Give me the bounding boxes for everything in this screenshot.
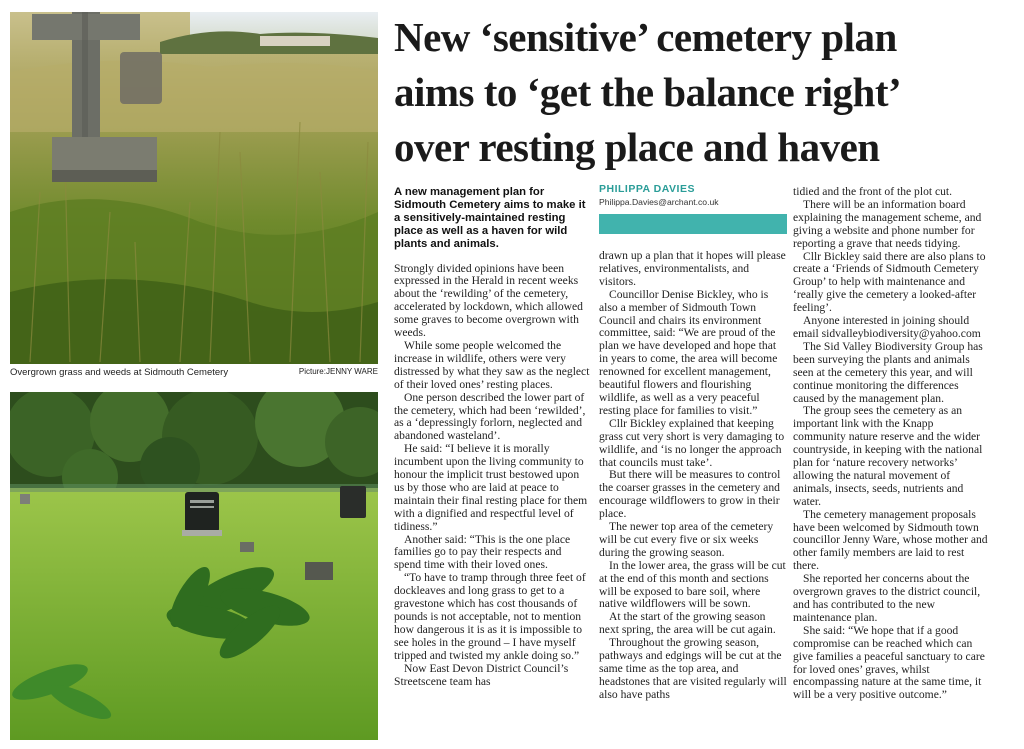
article-column-1: [394, 186, 590, 746]
body-paragraph: The cemetery management proposals have been welcomed by Sidmouth town councillor Jenny Ware, whose mother and other family members are laid to rest there.: [793, 507, 988, 573]
body-paragraph: tidied and the front of the plot cut.: [793, 186, 953, 198]
body-paragraph: “To have to tramp through three feet of dockleaves and long grass to get to a gravestone which has cost thousands of pounds is not acceptable, not to mention how dangerous it is as it is impossible to see holes in the ground – I have myself tripped and twisted my ankle doing so.”: [394, 571, 586, 662]
body-paragraph: Throughout the growing season, pathways and edgings will be cut at the same time as the top area, and headstones that are visited regularly will also have paths: [599, 636, 787, 701]
body-paragraph: Strongly divided opinions have been expressed in the Herald in recent weeks about the ‘rewilding’ of the cemetery, accelerated by lockdown, which allowed some graves to become overgrown with weeds.: [394, 261, 583, 340]
body-paragraph: In the lower area, the grass will be cut at the end of this month and sections will be exposed to bare soil, where native wildflowers will be sown.: [599, 558, 786, 611]
headline-line: aims to ‘get the balance right’: [394, 69, 902, 115]
overgrown-cemetery-image: [10, 12, 378, 364]
byline-name: PHILIPPA DAVIES: [599, 183, 695, 195]
body-paragraph: There will be an information board explaining the management scheme, and giving a website and phone number for reporting a grave that needs tidying.: [793, 197, 982, 250]
body-paragraph: The newer top area of the cemetery will be cut every five or six weeks during the growing season.: [599, 520, 774, 559]
body-paragraph: He said: “I believe it is morally incumbent upon the living community to honour the implicit trust bestowed upon us by those who are laid at peace to maintain their final resting place for them with a dignified and respectful level of tidiness.”: [394, 442, 588, 533]
body-paragraph: Cllr Bickley explained that keeping grass cut very short is very damaging to wildlife, and ‘is no longer the approach that councils must take’.: [599, 416, 785, 469]
body-paragraph: But there will be measures to control the coarser grasses in the cemetery and encourage wildflowers to grow in their place.: [599, 468, 781, 521]
standfirst: A new management plan for Sidmouth Cemetery aims to make it a sensitively-maintained resting place as well as a haven for wild plants and animals.: [394, 186, 586, 250]
body-paragraph: The Sid Valley Biodiversity Group has been surveying the plants and animals seen at the cemetery this year, and will continue monitoring the differences caused by the management plan.: [793, 339, 983, 405]
body-paragraph: Another said: “This is the one place families go to pay their respects and spend time with their loved ones.: [394, 532, 571, 572]
cemetery-lawn-image: [10, 392, 378, 740]
body-paragraph: While some people welcomed the increase in wildlife, others were very distressed by what they saw as the neglect of their loved ones’ resting places.: [394, 338, 590, 391]
article-column-3: [793, 186, 989, 746]
article-column-2: [599, 183, 787, 749]
caption-text: Overgrown grass and weeds at Sidmouth Cemetery: [10, 367, 229, 378]
overgrown-cemetery-photo: [10, 12, 378, 364]
body-paragraph: Councillor Denise Bickley, who is also a member of Sidmouth Town Council and chairs its environment committee, said: “We are proud of the plan we have developed and hope that in years to come, the area will become renowned for excellent management, beautiful flowers and flourishing wildlife, as well as a very peaceful resting place for families to visit.”: [599, 287, 778, 417]
body-paragraph: One person described the lower part of the cemetery, which had been ‘rewilded’, as a ‘depressingly forlorn, neglected and abandoned wasteland’.: [394, 390, 586, 443]
body-paragraph: She said: “We hope that if a good compromise can be reached which can give families a peaceful sanctuary to care for loved ones’ graves, whilst encompassing nature at the same time, it will be a very positive outcome.”: [793, 623, 985, 702]
byline-accent-bar: [599, 214, 787, 234]
photo-credit: Picture:JENNY WARE: [298, 367, 378, 376]
body-paragraph: She reported her concerns about the overgrown graves to the district council, and has contributed to the new maintenance plan.: [793, 572, 981, 624]
body-paragraph: Cllr Bickley said there are also plans to create a ‘Friends of Sidmouth Cemetery Group’ to help with maintenance and ‘really give the cemetery a looked-after feeling’.: [793, 249, 986, 315]
headline-line: New ‘sensitive’ cemetery plan: [394, 14, 897, 60]
headline-line: over resting place and haven: [394, 124, 880, 170]
headline: [394, 10, 1014, 175]
body-paragraph: drawn up a plan that it hopes will please relatives, environmentalists, and visitors.: [599, 249, 786, 288]
photo-caption: [10, 367, 378, 378]
body-paragraph: The group sees the cemetery as an important link with the Knapp community nature reserve and the wider countryside, in keeping with the national plan for ‘nature recovery networks’ allowing the natural movement of animals, insects, seeds, nutrients and water.: [793, 404, 983, 508]
body-paragraph: Anyone interested in joining should email sidvalleybiodiversity@yahoo.com: [793, 314, 981, 340]
body-paragraph: Now East Devon District Council’s Streetscene team has: [394, 661, 569, 688]
cemetery-lawn-photo: [10, 392, 378, 740]
body-paragraph: At the start of the growing season next spring, the area will be cut again.: [599, 610, 776, 637]
byline-email[interactable]: Philippa.Davies@archant.co.uk: [599, 197, 719, 207]
